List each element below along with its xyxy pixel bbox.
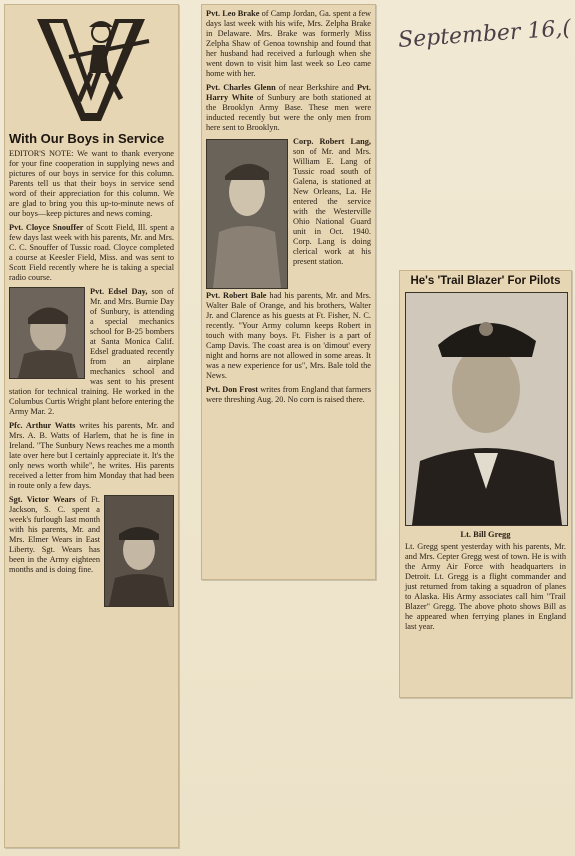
item-watts: Pfc. Arthur Watts writes his parents, Mr. and Mrs. A. B. Watts of Harlem, that he is fine in Ireland. "The Sunbury News reaches me a month late over here but I certainly appreciate it. It's the only news worth while", he writes. His parents received a letter from him Monday that had been in route only a few days. [9, 421, 174, 490]
photo-robert-lang [206, 139, 288, 289]
soldier-v-icon [9, 9, 169, 129]
item-snouffer: Pvt. Cloyce Snouffer of Scott Field, Ill. spent a few days last week with his parents, Mr. and Mrs. C. C. Snouffer of Tussic road. Cloyce completed a course at Keesler Field, Miss. and was sent to Scott Field recently where he is taking a special radio course. [9, 223, 175, 282]
soldier-v-logo [9, 9, 174, 129]
item-brake: Pvt. Leo Brake of Camp Jordan, Ga. spent a few days last week with his wife, Mrs. Zelpha Brake in Delaware. Mrs. Brake was formerly Miss Zelpha Shaw of Genoa township and found that her husband had received a furlough when she went down to visit him last week so Leo came home with her. [206, 9, 371, 78]
item-frost: Pvt. Don Frost writes from England that farmers were threshing Aug. 20. No corn is raised there. [206, 385, 371, 404]
item-day: Pvt. Edsel Day, son of Mr. and Mrs. Burnie Day of Sunbury, is attending a special mechanics school for B-25 bombers at Santa Monica Calif. Edsel graduated recently from an airplane mechanics school and was sent to his present station for technical training. He worked in the Columbus Curtis Wright plant before entering the Army Mar. 2. [9, 287, 174, 416]
handwritten-date: September 16,( [397, 15, 572, 54]
item-wears: Sgt. Victor Wears of Ft. Jackson, S. C. spent a week's furlough last month with his parents, Mr. and Mrs. Elmer Wears in East Liberty. Sgt. Wears has been in the Army eighteen months and is doing fine. [9, 495, 174, 575]
headline: He's 'Trail Blazer' For Pilots [410, 275, 561, 287]
clipping-trail-blazer [399, 270, 572, 698]
portrait-image [406, 293, 567, 525]
gregg-article: Lt. Gregg spent yesterday with his parents, Mr. and Mrs. Cepter Gregg west of town. He is with the Army Air Force with headquarters in Detroit. Lt. Gregg is a flight commander and just returned from taking a squadron of planes to Alaska. His Army associates call him "Trail Blazer" Gregg. The above photo shows Bill as he appeared when ferrying planes in England last year. [405, 542, 566, 631]
item-lang: Corp. Robert Lang, son of Mr. and Mrs. William E. Lang of Tussic road south of Galena, is stationed at New Orleans, La. He entered the service with the Westerville Ohio National Guard unit in Oct. 1940. Corp. Lang is doing clerical work at his present station. [206, 137, 371, 267]
column-title: With Our Boys in Service [9, 131, 165, 146]
clipping-with-our-boys [4, 4, 179, 848]
photo-victor-wears [104, 495, 174, 607]
portrait-image [10, 288, 84, 378]
photo-edsel-day [9, 287, 85, 379]
item-bale: Pvt. Robert Bale had his parents, Mr. and Mrs. Walter Bale of Orange, and his brothers, Walter Jr. and Clarence as his guests at Ft. Fisher, N. C. recently. "Your Army column keeps Robert in touch with many boys. Ft. Fisher is a part of Camp Davis. The coast area is on 'dimout' every night and horns are not allowed in some areas. It was a new experience for us", Mrs. Bale told the News. [206, 291, 371, 380]
portrait-image [105, 496, 173, 606]
item-glenn-white: Pvt. Charles Glenn of near Berkshire and Pvt. Harry White of Sunbury are both stationed at the Brooklyn Army Base. These men were inducted recently but were the only men from here sent to Brooklyn. [206, 83, 371, 132]
photo-bill-gregg [405, 292, 568, 526]
editors-note: EDITOR'S NOTE: We want to thank everyone for your fine cooperation in supplying news and pictures of our boys in service for this column. Parents tell us that their boys in service send word of their appreciation for this column. We are glad to bring you this up-to-minute news of our boys—keep pictures and news coming. [9, 149, 174, 218]
clipping-column-two [201, 4, 376, 580]
photo-caption: Lt. Bill Gregg [460, 529, 511, 539]
portrait-image [207, 140, 287, 288]
